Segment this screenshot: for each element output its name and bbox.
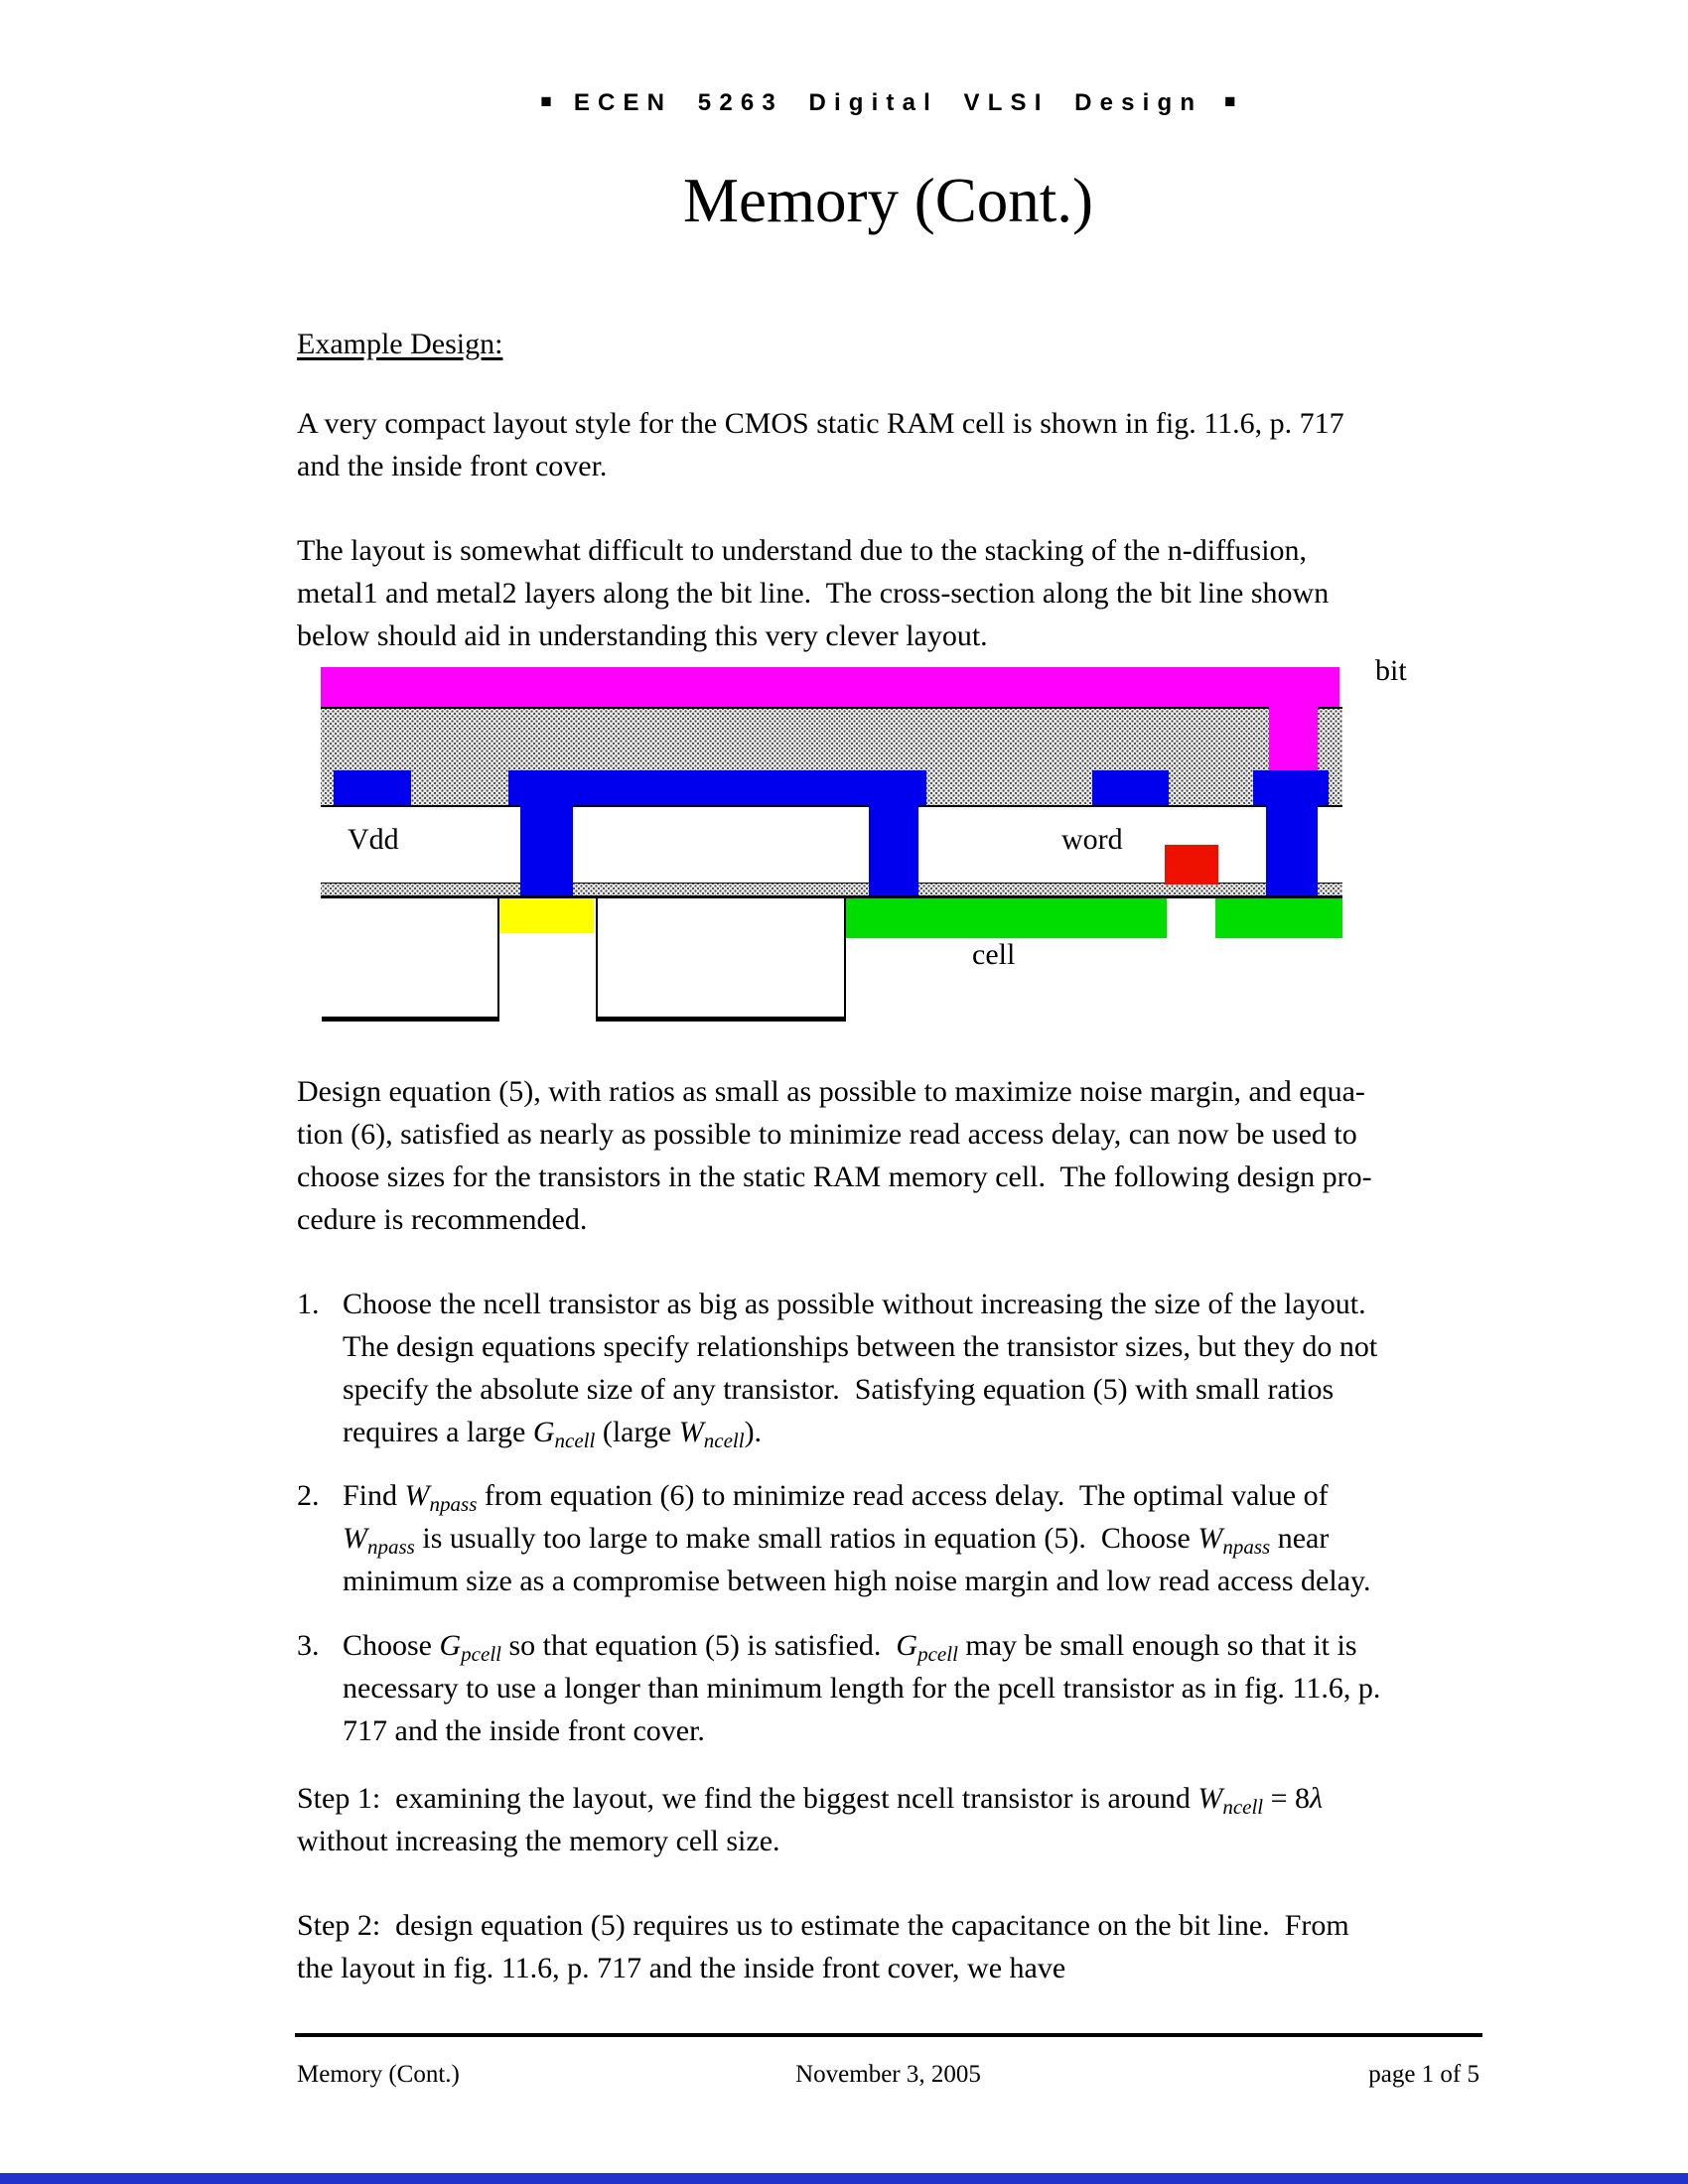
label-cell: cell [972,938,1016,971]
course-header [297,89,1479,117]
well-edge-middle [596,898,598,1022]
paragraph-step-1: Step 1: examining the layout, we find the biggest ncell transistor is around $W_{ncell} = 8\lambda$ without increasing the memory cell size. [297,1782,1324,1857]
list-item-text: Find $W_{npass}$ from equation (6) to minimize read access delay. The optimal value of $W_{npass}$ is usually too large to make small ratios in equation (5). Choose $W_{npass}$ near minimum size as a compromise between high noise margin and low read access delay. [343,1479,1371,1597]
well-edge-left [497,898,499,1022]
footer-date: November 3, 2005 [795,2061,981,2088]
bit-line-metal2 [321,667,1339,707]
cross-section-diagram [321,654,1407,1034]
list-number: 3. [297,1629,320,1662]
footer-rule [295,2033,1482,2037]
square-bullet-left: ■ [540,91,552,112]
metal1-pad [1092,770,1169,805]
footer-page-number: page 1 of 5 [1368,2061,1479,2088]
list-number: 2. [297,1479,320,1512]
list-number: 1. [297,1288,320,1320]
square-bullet-right: ■ [1224,91,1236,112]
paragraph-step-2: Step 2: design equation (5) requires us to estimate the capacitance on the bit line. From the layout in fig. 11.6, p. 717 and the inside front cover, we have [297,1909,1349,1984]
label-bit: bit [1375,654,1407,687]
metal1-bit-pad [1253,770,1329,805]
list-item-1 [297,1283,1377,1453]
list-item-2 [297,1474,1371,1602]
section-heading: Example Design: [297,328,503,360]
footer-document-title: Memory (Cont.) [297,2061,460,2088]
p-diffusion-region [498,898,594,933]
metal1-vdd-pad [334,770,411,805]
metal1-bridge [508,770,926,805]
label-word: word [1061,823,1123,856]
footer [297,2061,1479,2089]
window-bottom-edge [0,2173,1688,2184]
list-item-text: Choose $G_{pcell}$ so that equation (5) is satisfied. $G_{pcell}$ may be small enough so that it is necessary to use a longer than minimum length for the pcell transistor as in fig. 11.6, p. 717 and the inside front cover. [343,1629,1381,1747]
n-diffusion-bit-region [1215,898,1342,938]
page-title: Memory (Cont.) [683,166,1093,235]
bit-contact-via [1269,705,1318,772]
paragraph-layout-difficult: The layout is somewhat difficult to understand due to the stacking of the n-diffusion, metal1 and metal2 layers along the bit line. The cross-section along the bit line shown below should aid in understanding this very clever layout. [297,534,1330,652]
well-edge-right [844,898,846,1022]
list-item-3 [297,1624,1380,1752]
list-item-text: Choose the ncell transistor as big as possible without increasing the size of the layout. The design equations specify relationships between the transistor sizes, but they do not specify the absolute size of any transistor. Satisfying equation (5) with small ratios requires a large $G_{ncell}$ (large $W_{ncell}$). [343,1288,1378,1453]
well-bottom-left [322,1017,499,1022]
label-vdd: Vdd [348,823,399,856]
well-bottom-right [596,1017,846,1022]
paragraph-compact-layout: A very compact layout style for the CMOS static RAM cell is shown in fig. 11.6, p. 717 and the inside front cover. [297,407,1344,482]
n-diffusion-cell-region [844,898,1167,938]
course-title: ECEN 5263 Digital VLSI Design [573,89,1203,116]
paragraph-design-equation: Design equation (5), with ratios as small as possible to maximize noise margin, and equa- tion (6), satisfied as nearly as possible to minimize read access delay, can now be used to choose sizes for the transistors in the static RAM memory cell. The following design pro- cedure is recommended. [297,1075,1372,1236]
substrate-surface-line [321,895,1342,898]
word-poly-gate [1165,845,1218,885]
